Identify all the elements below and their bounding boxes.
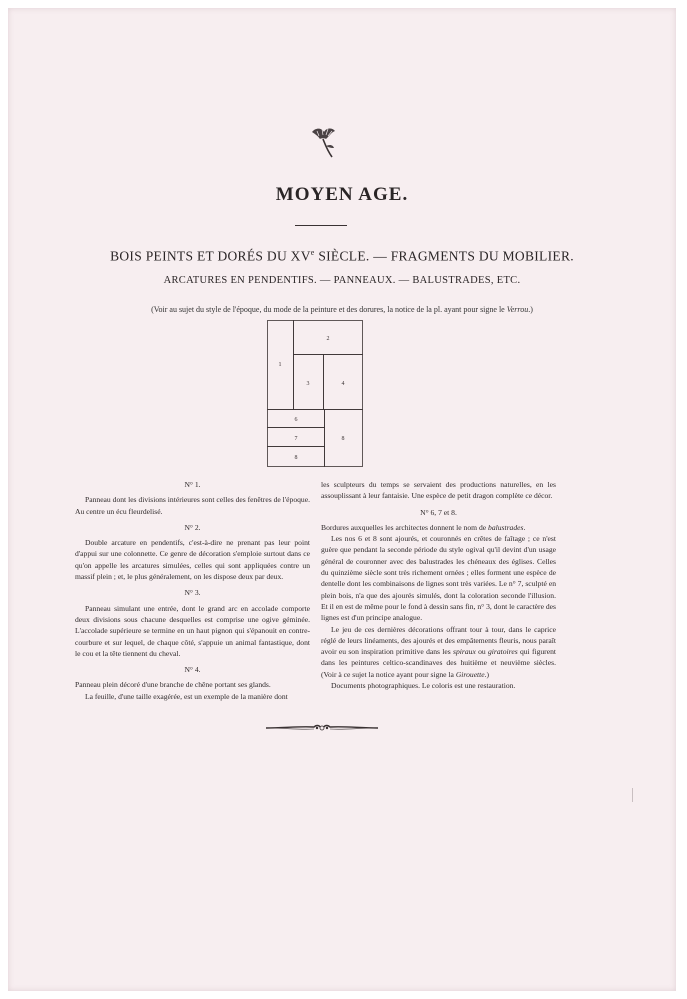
panel-label-8a: 8 [294, 455, 298, 461]
right-column [321, 479, 556, 691]
paragraph-n4a: Panneau plein décoré d'une branche de chêne portant ses glands. [75, 680, 271, 690]
p3-end: .) [484, 669, 490, 679]
paragraph-ajoures: Les nos 6 et 8 sont ajourés, et couronnés en crêtes de faîtage ; ce n'est guère que pendant la seconde période du style ogival qu'il devint d'un usage général de couronner avec des balustrades les chéneaux des églises. Celles du quinzième siècle sont très richement ornées ; elles forment une espèce de dentelle dont les combinaisons de lignes sont très variées. Le n° 7, sculpté en plein bois, n'a que des ajourés simulés, dont la coloration seconde l'illusion. Et il en est de même pour le fond à dessin sans fin, n° 3, dont le caractère des lignes est d'un principe analogue. [321, 534, 556, 623]
heading-n2: N° 2. [184, 522, 201, 532]
panel-label-1: 1 [278, 362, 282, 368]
panel-label-8b: 8 [341, 436, 345, 442]
paragraph-n3: Panneau simulant une entrée, dont le grand arc en accolade comporte deux divisions sous chacune desquelles est comprise une ogive géminée. L'accolade supérieure se termine en un haut pignon qui s'épanouit en contre-courbure et sur lequel, de chaque côté, s'appuie un animal fantastique, dont le cou et la tête tiennent du cheval. [75, 603, 310, 658]
p1-italic: balustrades [488, 522, 524, 532]
paragraph-spiraux [321, 624, 556, 680]
note-before: (Voir au sujet du style de l'époque, du mode de la peinture et des dorures, la notice de la pl. ayant pour signe le [151, 305, 507, 314]
paragraph-n2: Double arcature en pendentifs, c'est-à-dire ne prenant pas leur point d'appui sur une colonnette. Ce genre de décoration s'emploie surtout dans ce qu'on appelle les arcatures simulées, celles qui sont appliquées contre un massif plein ; et, le plus généralement, on les dispose deux par deux. [75, 538, 310, 582]
left-column [75, 479, 310, 702]
heading-n1: N° 1. [184, 480, 201, 489]
p1-before: Bordures auxquelles les architectes donnent le nom de [321, 522, 489, 532]
paragraph-n4b: La feuille, d'une taille exagérée, est un exemple de la manière dont [85, 691, 288, 701]
flower-ornament-icon [308, 126, 338, 160]
panel-label-3: 3 [306, 381, 310, 387]
reference-note [8, 305, 676, 314]
p3-italic2: giratoires [487, 647, 518, 657]
heading-n4: N° 4. [184, 665, 201, 675]
heading-n678: N° 6, 7 et 8. [420, 507, 457, 517]
p3-after: qui figurent dans les peintures celtico-scandinaves des huitième et neuvième siècles. (Voir à ce sujet la notice ayant pour signe la [321, 647, 556, 679]
paragraph-balustrades [321, 522, 556, 533]
panel-label-4: 4 [341, 381, 345, 387]
p1-after: . [523, 522, 526, 532]
note-after: .) [528, 305, 533, 314]
page-sheet [8, 8, 676, 991]
p3-italic3: Girouette [455, 669, 485, 679]
subtitle-sup: e [310, 248, 315, 257]
p3-mid: ou [475, 647, 488, 657]
paper-mark [632, 788, 633, 802]
paragraph-documents: Documents photographiques. Le coloris est une restauration. [331, 681, 516, 691]
plate-layout-diagram [267, 320, 363, 468]
panel-label-7: 7 [294, 436, 298, 442]
p3-before: Le jeu de ces dernières décorations offrant tour à tour, dans le caprice réglé de leurs linéaments, des ajourés et des empâtements fleuris, nous paraît avoir eu son inspiration primitive dans les [321, 624, 556, 657]
heading-n3: N° 3. [184, 588, 201, 598]
subtitle-secondary: ARCATURES EN PENDENTIFS. — PANNEAUX. — BALUSTRADES, ETC. [163, 275, 521, 286]
title-divider [295, 225, 347, 226]
paragraph-n1: Panneau dont les divisions intérieures sont celles des fenêtres de l'époque. Au centre un écu fleurdelisé. [75, 495, 310, 516]
page-title: MOYEN AGE. [275, 184, 409, 205]
subtitle-rest: SIÈCLE. — FRAGMENTS DU MOBILIER. [314, 248, 574, 264]
divider-ornament-icon [264, 722, 380, 734]
subtitle [8, 248, 676, 265]
panel-label-6: 6 [294, 417, 298, 423]
note-italic: Verrou [506, 305, 529, 314]
paragraph-continuation: les sculpteurs du temps se servaient des productions naturelles, en les assouplissant à leur fantaisie. Une espèce de petit dragon complète ce décor. [321, 480, 556, 501]
subtitle-main: BOIS PEINTS ET DORÉS DU XV [110, 248, 311, 264]
p3-italic1: spiraux [453, 647, 476, 657]
panel-label-2: 2 [326, 336, 330, 342]
